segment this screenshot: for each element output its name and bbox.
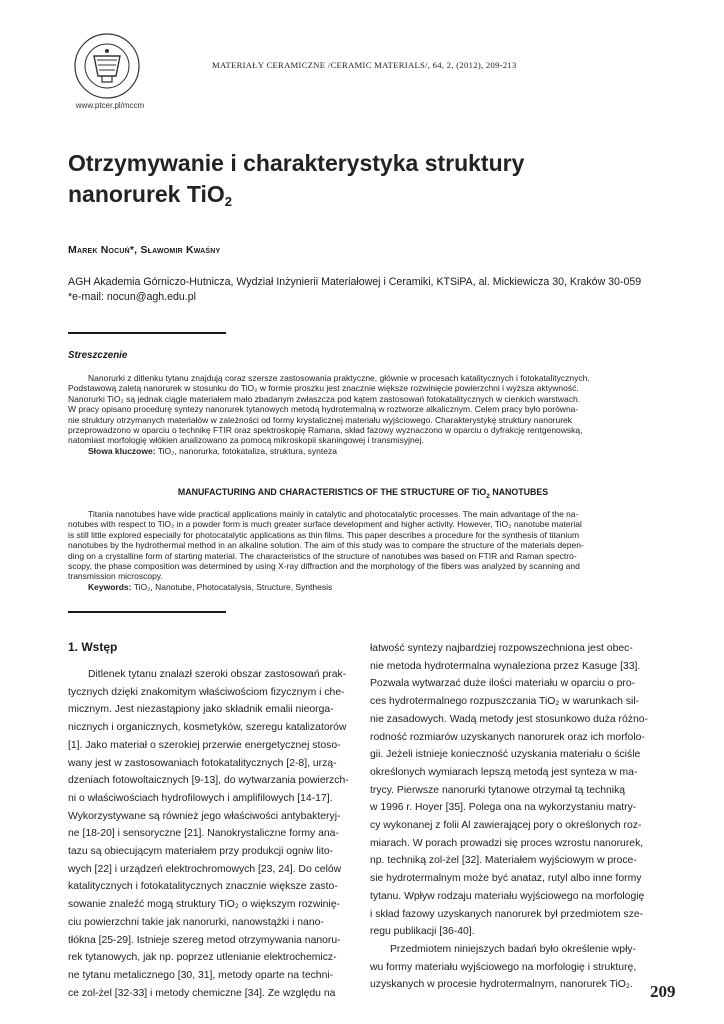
society-logo <box>64 32 150 100</box>
affiliation: AGH Akademia Górniczo-Hutnicza, Wydział Inżynierii Materiałowej i Ceramiki, KTSiPA, al. Mickiewicza 30, Kraków 30-059 *e-mail: nocun@agh.edu.pl <box>68 275 658 305</box>
streszczenie-heading: Streszczenie <box>68 350 128 361</box>
left-column-text: Ditlenek tytanu znalazł szeroki obszar zastosowań prak- tycznych dzięki znakomitym właściwościom fizycznym i che- micznym. Jest niezastąpiony jako składnik emalii nieorga- nicznych i organicznych, kosmetyków, szeregu katalizatorów [1]. Jako materiał o szerokiej przerwie energetycznej stoso- wany jest w zastosowaniach fotokatalitycznych [2-8], urzą- dzeniach fotowoltaicznych [9-13], do wytwarzania powierzch- ni o właściwościach hydrofilowych i amplifilowych [14-17]. Wykorzystywane są również jego właściwości antybakteryj- ne [18-20] i sensoryczne [21]. Nanokrystaliczne formy ana- tazu są obiecującym materiałem przy produkcji ogniw lito- wych [22] i urządzeń elektrochromowych [23, 24]. Do celów katalitycznych i fotokatalitycznych znacznie większe zasto- sowanie znaleźć mogą struktury TiO₂ o większym rozwinię- ciu powierzchni takie jak nanorurki, nanowstążki i nano- tłókna [25-29]. Istnieje szereg metod otrzymywania nanoru- rek tytanowych, jak np. poprzez utlenianie elektrochemicz- ne tytanu metalicznego [30, 31], metody oparte na techni- ce zol-żel [32-33] i metody chemiczne [34]. Ze względu na <box>68 669 349 999</box>
journal-citation: MATERIAŁY CERAMICZNE /CERAMIC MATERIALS/, 64, 2, (2012), 209-213 <box>212 60 517 70</box>
paper-title <box>68 148 628 217</box>
journal-url: www.ptcer.pl/mccm <box>75 101 145 110</box>
divider <box>68 611 226 613</box>
page-number: 209 <box>650 982 676 1001</box>
streszczenie-text: Nanorurki z ditlenku tytanu znajdują coraz szersze zastosowania praktyczne, głównie w procesach katalitycznych i fotokatalitycznych. Podstawową zaletą nanorurek w stosunku do TiO₂ w formie proszku jest znacznie większe rozwinięcie powierzchni i wyższa aktywność. Nanorurki TiO₂ są jednak ciągle materiałem mało zbadanym zwłaszcza pod kątem zastosowań fotokatalitycznych w cienkich warstwach. W pracy opisano procedurę syntezy nanorurek tytanowych metodą hydrotermalną w roztworze alkalicznym. Celem pracy było porówna- nie struktury otrzymanych materiałów w zależności od formy krystalicznej materiału wyjściowego. Charakterystykę struktury nanorurek przeprowadzono w oparciu o technikę FTIR oraz spektroskopię Ramana, skład fazowy wyznaczono w oparciu o dyfrakcję rentgenowską, natomiast morfologię włókien analizowano za pomocą mikroskopii skaningowej i transmisyjnej. Słowa kluczowe: TiO₂, nanorurka, fotokataliza, struktura, synteza <box>68 373 658 456</box>
keywords-en: Keywords: TiO₂, Nanotube, Photocatalysis, Structure, Synthesis <box>88 581 333 592</box>
title-line-2: nanorurek TiO$_2$ <box>68 181 233 209</box>
email: *e-mail: nocun@agh.edu.pl <box>68 291 196 303</box>
authors: Marek Nocuń*, Sławomir Kwaśny <box>68 244 221 256</box>
english-abstract: Titania nanotubes have wide practical applications mainly in catalytic and photocatalytic processes. The main advantage of the na- notubes with respect to TiO₂ in a powder form is much greater surface development and higher activity. However, TiO₂ nanotube material is still little explored especially for photocatalytic applications as thin films. This paper describes a procedure for the synthesis of titanium nanotubes by the hydrothermal method in an alkaline solution. The aim of this study was to compare the structure of the materials depen- ding on a crystalline form of starting material. The characteristics of the structure of nanotubes was based on FTIR and Raman spectro- scopy, the phase composition was determined by using X-ray diffraction and the morphology of the fibers was analyzed by scanning and transmission microscopy. Keywords: TiO₂, Nanotube, Photocatalysis, Structure, Synthesis <box>68 509 658 592</box>
divider <box>68 332 226 334</box>
keywords-pl: Słowa kluczowe: TiO₂, nanorurka, fotokataliza, struktura, synteza <box>88 445 337 456</box>
english-title: MANUFACTURING AND CHARACTERISTICS OF THE STRUCTURE OF TiO$_2$ NANOTUBES <box>177 487 549 500</box>
section-heading: 1. Wstęp <box>68 640 118 654</box>
title-line-1: Otrzymywanie i charakterystyka struktury <box>68 150 525 176</box>
right-column-text: łatwość syntezy najbardziej rozpowszechniona jest obec- nie metoda hydrotermalna wynaleziona przez Kasuge [33]. Pozwala wytwarzać duże ilości materiału w oparciu o pro- ces hydrotermalnego rozpuszczania TiO₂ w warunkach sil- nie zasadowych. Wadą metody jest stosunkowo duża różno- rodność rozmiarów uzyskanych nanorurek oraz ich morfolo- gii. Jeżeli istnieje konieczność uzyskania materiału o ściśle określonych wymiarach lepszą metodą jest synteza w ma- trycy. Pierwsze nanorurki tytanowe otrzymał tą techniką w 1996 r. Hoyer [35]. Polega ona na wykorzystaniu matry- cy wykonanej z folii Al zawierającej pory o określonych roz- miarach. W porach prowadzi się proces wzrostu nanorurek, np. techniką zol-żel [32]. Materiałem wyjściowym w proce- sie hydrotermalnym może być anataz, rutyl albo inne formy tytanu. Wpływ rodzaju materiału wyjściowego na morfologię i skład fazowy uzyskanych nanorurek był przedmiotem sze- regu publikacji [36-40]. Przedmiotem niniejszych badań było określenie wpły- wu formy materiału wyjściowego na morfologię i strukturę, uzyskanych w procesie hydrotermalnym, nanorurek TiO₂. <box>370 643 648 991</box>
